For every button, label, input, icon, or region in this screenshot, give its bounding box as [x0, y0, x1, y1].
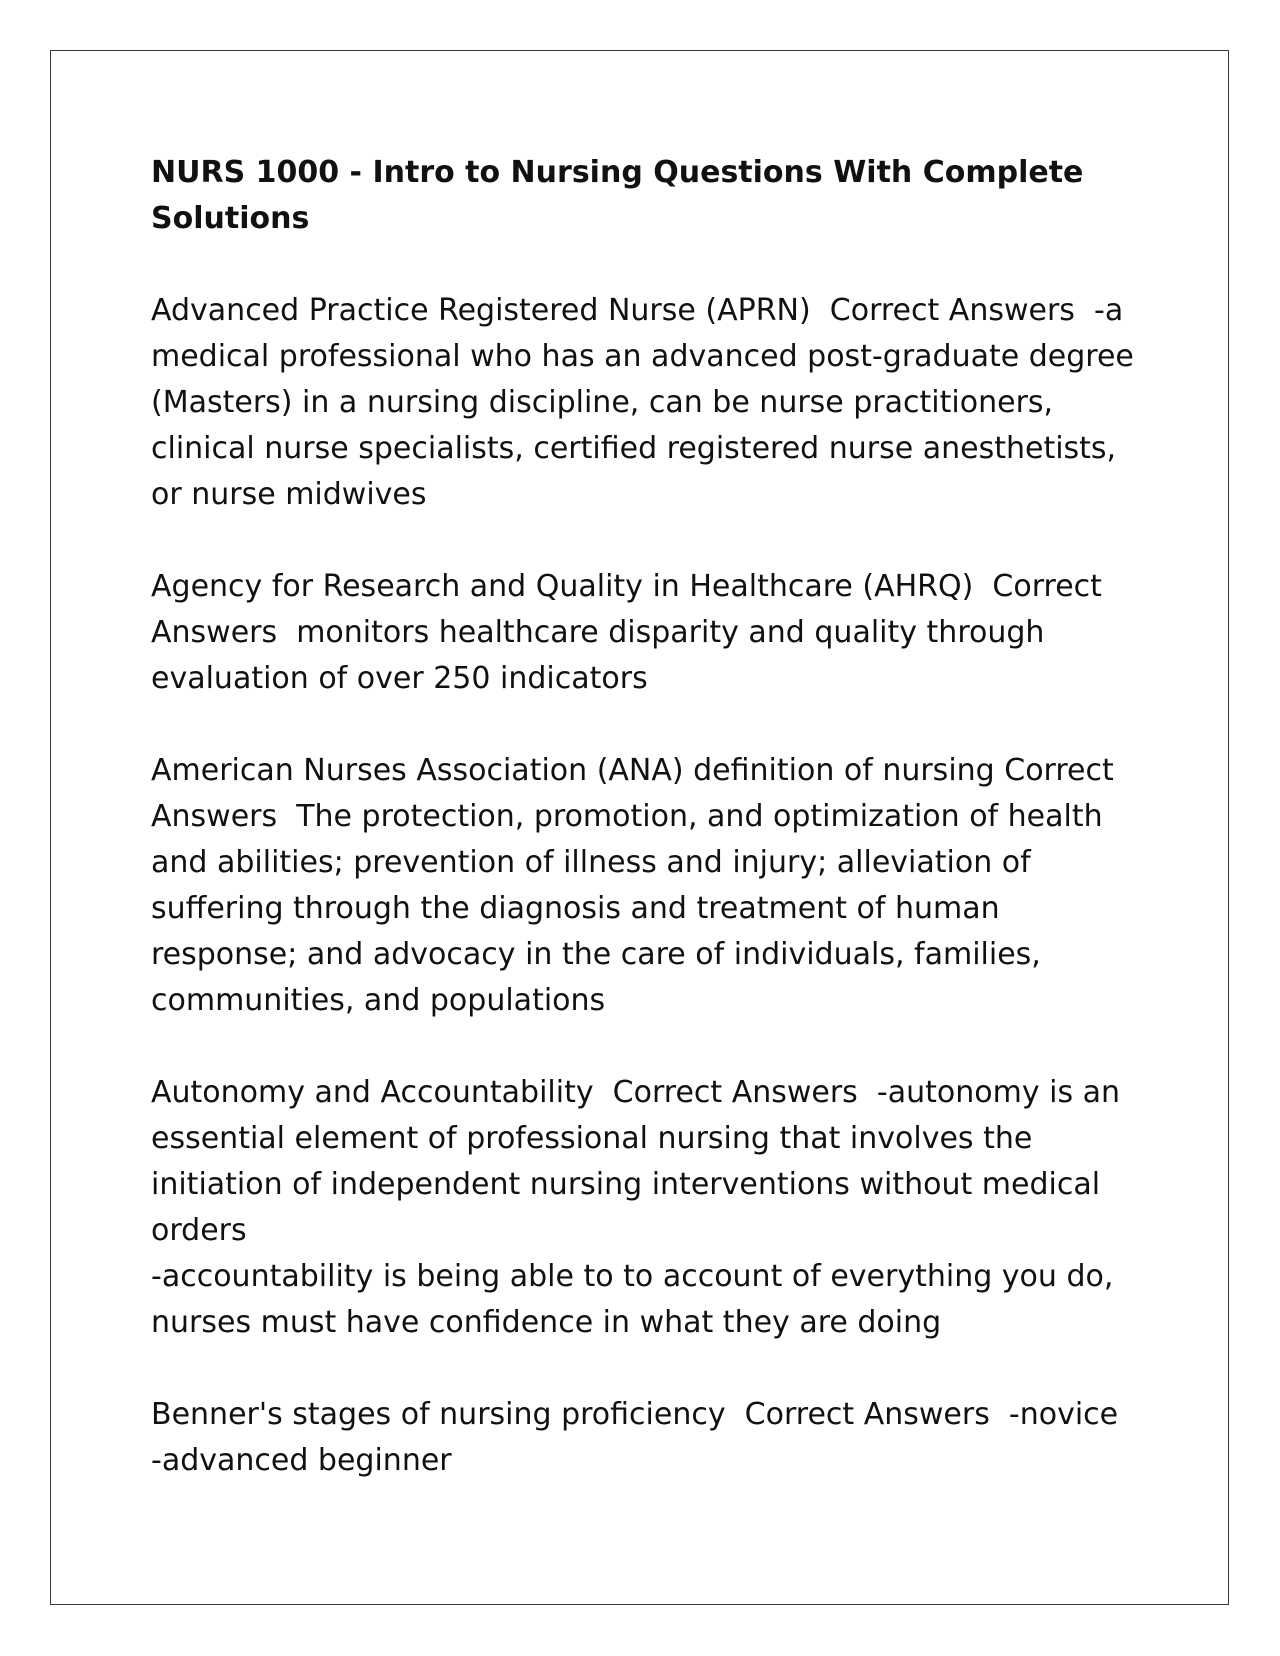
document-body [151, 150, 1144, 1484]
entry-autonomy-accountability: Autonomy and Accountability Correct Answers -autonomy is an essential element of professional nursing that involves the initiation of independent nursing interventions without medical orders -accountability is being able to to account of everything you do, nurses must have confidence in what they are doing [151, 1075, 1121, 1340]
entry-ahrq: Agency for Research and Quality in Healthcare (AHRQ) Correct Answers monitors healthcare disparity and quality through evaluation of over 250 indicators [151, 569, 1112, 696]
entry-aprn: Advanced Practice Registered Nurse (APRN) Correct Answers -a medical professional who has an advanced post-graduate degree (Masters) in a nursing discipline, can be nurse practitioners, clinical nurse specialists, certified registered nurse anesthetists, or nurse midwives [151, 293, 1144, 512]
entry-ana-definition: American Nurses Association (ANA) definition of nursing Correct Answers The protection, promotion, and optimization of health and abilities; prevention of illness and injury; alleviation of suffering through the diagnosis and treatment of human response; and advocacy in the care of individuals, families, communities, and populations [151, 753, 1124, 1018]
entry-benner-stages: Benner's stages of nursing proficiency Correct Answers -novice -advanced beginner [151, 1397, 1119, 1478]
document-title: NURS 1000 - Intro to Nursing Questions With Complete Solutions [151, 155, 1084, 236]
